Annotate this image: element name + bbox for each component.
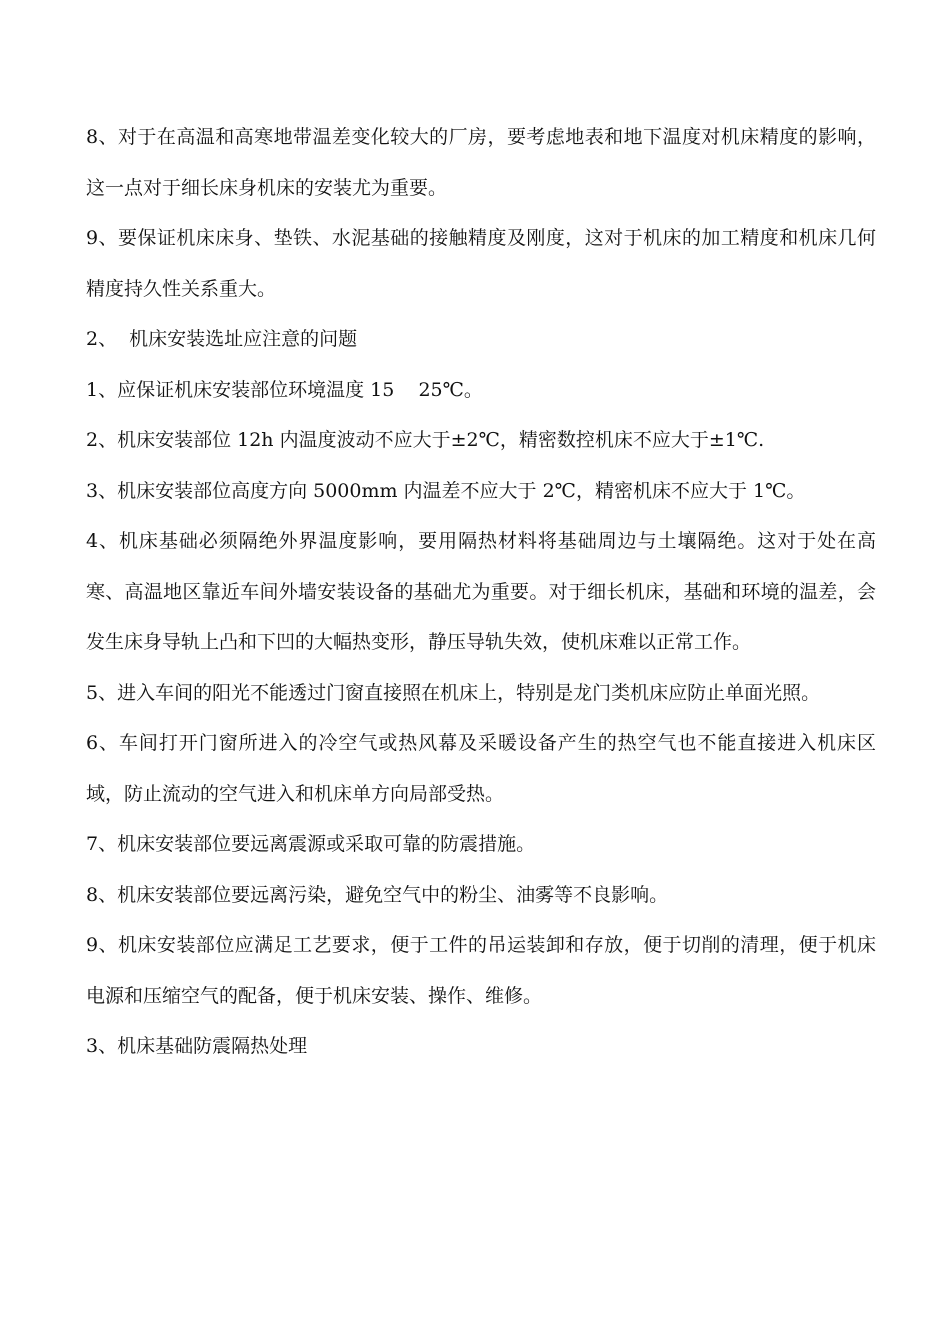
paragraph-item-8-thermal: 8、对于在高温和高寒地带温差变化较大的厂房，要考虑地表和地下温度对机床精度的影响，这一点对于细长床身机床的安装尤为重要。 xyxy=(86,126,876,199)
paragraph-item-3-height-difference: 3、机床安装部位高度方向 5000mm 内温差不应大于 2℃，精密机床不应大于 1℃。 xyxy=(86,479,806,502)
paragraph-item-9-process: 9、机床安装部位应满足工艺要求，便于工件的吊运装卸和存放，便于切削的清理，便于机床电源和压缩空气的配备，便于机床安装、操作、维修。 xyxy=(86,934,876,1007)
paragraph-item-2-fluctuation: 2、机床安装部位 12h 内温度波动不应大于±2℃，精密数控机床不应大于±1℃. xyxy=(86,429,765,451)
paragraph-item-1-temperature: 1、应保证机床安装部位环境温度 15 25℃。 xyxy=(86,378,483,401)
section-heading-site-selection: 2、 机床安装选址应注意的问题 xyxy=(86,328,358,350)
paragraph-item-5-sunlight: 5、进入车间的阳光不能透过门窗直接照在机床上，特别是龙门类机床应防止单面光照。 xyxy=(86,681,821,704)
paragraph-item-4-insulation: 4、机床基础必须隔绝外界温度影响，要用隔热材料将基础周边与土壤隔绝。这对于处在高寒、高温地区靠近车间外墙安装设备的基础尤为重要。对于细长机床，基础和环境的温差，会发生床身导轨上凸和下凹的大幅热变形，静压导轨失效，使机床难以正常工作。 xyxy=(86,530,876,653)
document-page xyxy=(86,112,876,1072)
paragraph-item-6-airflow: 6、车间打开门窗所进入的冷空气或热风幕及采暖设备产生的热空气也不能直接进入机床区域，防止流动的空气进入和机床单方向局部受热。 xyxy=(86,732,876,805)
paragraph-item-8-pollution: 8、机床安装部位要远离污染，避免空气中的粉尘、油雾等不良影响。 xyxy=(86,883,669,906)
paragraph-item-9-contact: 9、要保证机床床身、垫铁、水泥基础的接触精度及刚度，这对于机床的加工精度和机床几何精度持久性关系重大。 xyxy=(86,227,876,300)
section-heading-foundation: 3、机床基础防震隔热处理 xyxy=(86,1035,308,1057)
paragraph-item-7-vibration: 7、机床安装部位要远离震源或采取可靠的防震措施。 xyxy=(86,833,536,855)
